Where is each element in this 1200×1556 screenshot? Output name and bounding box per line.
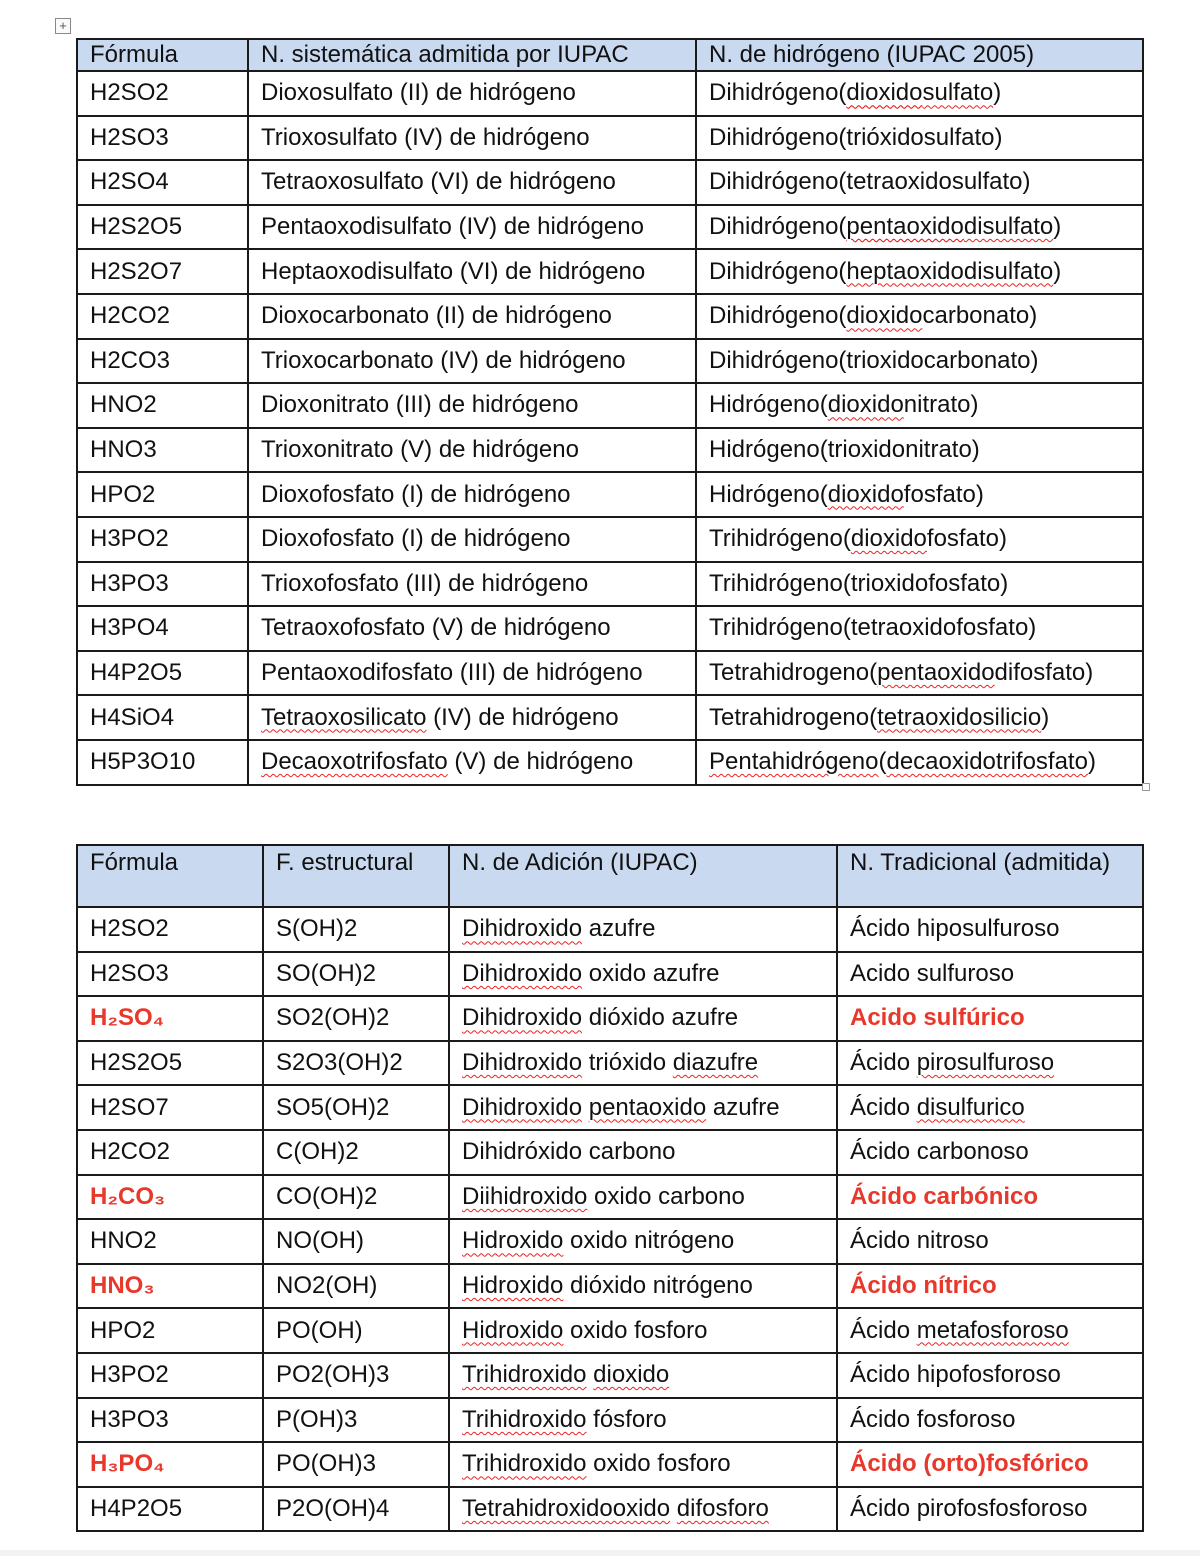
header-structural-formula: F. estructural: [263, 845, 449, 907]
formula-cell: H4SiO4: [77, 695, 248, 740]
formula-cell: H3PO3: [77, 1398, 263, 1443]
hydrogen-name-cell: Dihidrógeno(dioxidosulfato): [696, 71, 1143, 116]
table-row: [77, 1353, 1143, 1398]
spellcheck-underline: pentaoxido: [877, 659, 995, 687]
formula-cell: H3PO2: [77, 517, 248, 562]
hydrogen-name-cell: Pentahidrógeno(decaoxidotrifosfato): [696, 740, 1143, 785]
header-formula: Fórmula: [77, 39, 248, 71]
systematic-name-cell: Dioxofosfato (I) de hidrógeno: [248, 517, 696, 562]
formula-cell: H3PO2: [77, 1353, 263, 1398]
formula-cell: H2SO3: [77, 952, 263, 997]
structural-formula-cell: SO5(OH)2: [263, 1085, 449, 1130]
hydrogen-name-cell: Trihidrógeno(trioxidofosfato): [696, 562, 1143, 607]
formula-cell: H2SO2: [77, 907, 263, 952]
page-bottom-edge: [0, 1550, 1200, 1556]
move-cross-icon[interactable]: +: [55, 18, 71, 34]
spellcheck-underline: heptaoxidodisulfato: [846, 257, 1054, 285]
systematic-name-cell: Tetraoxofosfato (V) de hidrógeno: [248, 606, 696, 651]
traditional-name-cell: Acido sulfuroso: [837, 952, 1143, 997]
systematic-name-cell: Trioxosulfato (IV) de hidrógeno: [248, 116, 696, 161]
formula-cell: H4P2O5: [77, 651, 248, 696]
table-row: [77, 249, 1143, 294]
systematic-name-cell: Trioxofosfato (III) de hidrógeno: [248, 562, 696, 607]
traditional-name-cell: Ácido pirosulfuroso: [837, 1041, 1143, 1086]
hydrogen-name-cell: Tetrahidrogeno(tetraoxidosilicio): [696, 695, 1143, 740]
hydrogen-name-cell: Dihidrógeno(trióxidosulfato): [696, 116, 1143, 161]
table-row: [77, 606, 1143, 651]
table-row: [77, 740, 1143, 785]
spellcheck-underline: Decaoxotrifosfato: [261, 748, 448, 776]
table-row: [77, 1487, 1143, 1532]
structural-formula-cell: C(OH)2: [263, 1130, 449, 1175]
spellcheck-underline: Dihidroxido: [462, 1049, 583, 1077]
spellcheck-underline: metafosforoso: [916, 1316, 1069, 1344]
hydrogen-name-cell: Hidrógeno(trioxidonitrato): [696, 428, 1143, 473]
spellcheck-underline: Hidroxido: [462, 1272, 564, 1300]
systematic-name-cell: Dioxonitrato (III) de hidrógeno: [248, 383, 696, 428]
spellcheck-underline: Tetrahidroxidooxido: [462, 1495, 671, 1523]
spellcheck-underline: dioxidosulfato: [846, 79, 994, 107]
addition-names-table: [76, 844, 1144, 1532]
table-row: [77, 1130, 1143, 1175]
hydrogen-name-cell: Hidrógeno(dioxidofosfato): [696, 472, 1143, 517]
addition-name-cell: Dihidroxido trióxido diazufre: [449, 1041, 837, 1086]
spellcheck-underline: Hidroxido: [462, 1316, 564, 1344]
formula-cell: H2S2O5: [77, 1041, 263, 1086]
table-row: [77, 294, 1143, 339]
spellcheck-underline: pentaoxido: [588, 1093, 707, 1121]
addition-name-cell: Dihidroxido oxido azufre: [449, 952, 837, 997]
table-row: [77, 1442, 1143, 1487]
table-row: [77, 1041, 1143, 1086]
addition-name-cell: Trihidroxido fósforo: [449, 1398, 837, 1443]
traditional-name-cell: Ácido carbónico: [837, 1175, 1143, 1220]
table-row: [77, 472, 1143, 517]
spellcheck-underline: tetraoxidosilicio: [877, 703, 1042, 731]
addition-name-cell: Dihidroxido pentaoxido azufre: [449, 1085, 837, 1130]
systematic-name-cell: Heptaoxodisulfato (VI) de hidrógeno: [248, 249, 696, 294]
structural-formula-cell: S(OH)2: [263, 907, 449, 952]
systematic-name-cell: Pentaoxodifosfato (III) de hidrógeno: [248, 651, 696, 696]
table-row: [77, 1219, 1143, 1264]
table-row: [77, 1398, 1143, 1443]
spellcheck-underline: Dihidroxido: [462, 915, 583, 943]
table-row: [77, 71, 1143, 116]
systematic-name-cell: Dioxosulfato (II) de hidrógeno: [248, 71, 696, 116]
spellcheck-underline: Trihidroxido: [462, 1361, 587, 1389]
systematic-name-cell: Trioxonitrato (V) de hidrógeno: [248, 428, 696, 473]
table-row: [77, 907, 1143, 952]
systematic-name-cell: Pentaoxodisulfato (IV) de hidrógeno: [248, 205, 696, 250]
formula-cell: H2CO2: [77, 294, 248, 339]
traditional-name-cell: Ácido disulfurico: [837, 1085, 1143, 1130]
spellcheck-underline: disulfurico: [916, 1093, 1025, 1121]
addition-name-cell: Dihidroxido dióxido azufre: [449, 996, 837, 1041]
formula-cell: H₃PO₄: [77, 1442, 263, 1487]
structural-formula-cell: P2O(OH)4: [263, 1487, 449, 1532]
formula-cell: H2SO2: [77, 71, 248, 116]
systematic-name-cell: Trioxocarbonato (IV) de hidrógeno: [248, 339, 696, 384]
table-header-row: [77, 39, 1143, 71]
structural-formula-cell: PO(OH): [263, 1308, 449, 1353]
spellcheck-underline: pentaoxidodisulfato: [846, 213, 1054, 241]
traditional-name-cell: Ácido (orto)fosfórico: [837, 1442, 1143, 1487]
formula-cell: H₂CO₃: [77, 1175, 263, 1220]
spellcheck-underline: dioxido: [850, 525, 927, 553]
addition-name-cell: Hidroxido dióxido nitrógeno: [449, 1264, 837, 1309]
addition-name-cell: Hidroxido oxido nitrógeno: [449, 1219, 837, 1264]
structural-formula-cell: PO2(OH)3: [263, 1353, 449, 1398]
formula-cell: HNO₃: [77, 1264, 263, 1309]
formula-cell: H4P2O5: [77, 1487, 263, 1532]
table-row: [77, 1085, 1143, 1130]
table-row: [77, 562, 1143, 607]
table-row: [77, 160, 1143, 205]
table-row: [77, 695, 1143, 740]
structural-formula-cell: NO2(OH): [263, 1264, 449, 1309]
traditional-name-cell: Ácido pirofosfosforoso: [837, 1487, 1143, 1532]
structural-formula-cell: PO(OH)3: [263, 1442, 449, 1487]
spellcheck-underline: Dihidroxido: [462, 959, 583, 987]
formula-cell: H2S2O7: [77, 249, 248, 294]
spellcheck-underline: Pentahidrógeno: [709, 748, 879, 776]
structural-formula-cell: NO(OH): [263, 1219, 449, 1264]
iupac-names-table: [76, 38, 1144, 786]
table-row: [77, 1175, 1143, 1220]
table-row: [77, 428, 1143, 473]
formula-cell: HNO2: [77, 1219, 263, 1264]
formula-cell: H2S2O5: [77, 205, 248, 250]
formula-cell: H2SO3: [77, 116, 248, 161]
formula-cell: H2SO4: [77, 160, 248, 205]
hydrogen-name-cell: Dihidrógeno(trioxidocarbonato): [696, 339, 1143, 384]
structural-formula-cell: S2O3(OH)2: [263, 1041, 449, 1086]
addition-name-cell: Diihidroxido oxido carbono: [449, 1175, 837, 1220]
spellcheck-underline: dioxido: [593, 1361, 670, 1389]
formula-cell: HPO2: [77, 472, 248, 517]
spellcheck-underline: diazufre: [672, 1049, 759, 1077]
header-formula: Fórmula: [77, 845, 263, 907]
header-traditional-name: N. Tradicional (admitida): [837, 845, 1143, 907]
addition-name-cell: [449, 1487, 837, 1532]
hydrogen-name-cell: Hidrógeno(dioxidonitrato): [696, 383, 1143, 428]
structural-formula-cell: SO2(OH)2: [263, 996, 449, 1041]
formula-cell: H2CO3: [77, 339, 248, 384]
addition-name-cell: Hidroxido oxido fosforo: [449, 1308, 837, 1353]
spellcheck-underline: dioxido: [827, 480, 904, 508]
addition-name-cell: Trihidroxido oxido fosforo: [449, 1442, 837, 1487]
spellcheck-underline: Hidroxido: [462, 1227, 564, 1255]
structural-formula-cell: P(OH)3: [263, 1398, 449, 1443]
addition-name-cell: [449, 1353, 837, 1398]
addition-name-cell: Dihidroxido azufre: [449, 907, 837, 952]
structural-formula-cell: CO(OH)2: [263, 1175, 449, 1220]
table-row: [77, 651, 1143, 696]
header-hydrogen-name: N. de hidrógeno (IUPAC 2005): [696, 39, 1143, 71]
header-systematic-name: N. sistemática admitida por IUPAC: [248, 39, 696, 71]
traditional-name-cell: Ácido nítrico: [837, 1264, 1143, 1309]
formula-cell: H2CO2: [77, 1130, 263, 1175]
systematic-name-cell: Tetraoxosulfato (VI) de hidrógeno: [248, 160, 696, 205]
table-header-row: [77, 845, 1143, 907]
spellcheck-underline: pirosulfuroso: [916, 1049, 1055, 1077]
spellcheck-underline: decaoxidotrifosfato: [886, 748, 1088, 776]
spellcheck-underline: dioxido: [846, 302, 923, 330]
hydrogen-name-cell: Trihidrógeno(dioxidofosfato): [696, 517, 1143, 562]
traditional-name-cell: Ácido hipofosforoso: [837, 1353, 1143, 1398]
hydrogen-name-cell: Dihidrógeno(pentaoxidodisulfato): [696, 205, 1143, 250]
formula-cell: H3PO3: [77, 562, 248, 607]
formula-cell: H₂SO₄: [77, 996, 263, 1041]
table-row: [77, 1308, 1143, 1353]
formula-cell: HNO2: [77, 383, 248, 428]
table-row: [77, 517, 1143, 562]
traditional-name-cell: Ácido nitroso: [837, 1219, 1143, 1264]
spellcheck-underline: Diihidroxido: [462, 1182, 588, 1210]
spellcheck-underline: pentaoxido: [846, 213, 964, 241]
systematic-name-cell: Decaoxotrifosfato (V) de hidrógeno: [248, 740, 696, 785]
traditional-name-cell: Acido sulfúrico: [837, 996, 1143, 1041]
hydrogen-name-cell: Dihidrógeno(heptaoxidodisulfato): [696, 249, 1143, 294]
formula-cell: H5P3O10: [77, 740, 248, 785]
table-resize-handle[interactable]: [1142, 783, 1150, 791]
spellcheck-underline: Dihidroxido: [462, 1004, 583, 1032]
spellcheck-underline: difosforo: [676, 1495, 769, 1523]
hydrogen-name-cell: Trihidrógeno(tetraoxidofosfato): [696, 606, 1143, 651]
table-row: [77, 952, 1143, 997]
spellcheck-underline: dioxido: [827, 391, 904, 419]
formula-cell: H2SO7: [77, 1085, 263, 1130]
spellcheck-underline: Trihidroxido: [462, 1450, 587, 1478]
addition-name-cell: Dihidróxido carbono: [449, 1130, 837, 1175]
systematic-name-cell: Tetraoxosilicato (IV) de hidrógeno: [248, 695, 696, 740]
table-row: [77, 339, 1143, 384]
structural-formula-cell: SO(OH)2: [263, 952, 449, 997]
systematic-name-cell: Dioxofosfato (I) de hidrógeno: [248, 472, 696, 517]
traditional-name-cell: Ácido metafosforoso: [837, 1308, 1143, 1353]
hydrogen-name-cell: Dihidrógeno(dioxidocarbonato): [696, 294, 1143, 339]
table-row: [77, 996, 1143, 1041]
spellcheck-underline: Dihidroxido: [462, 1093, 583, 1121]
systematic-name-cell: Dioxocarbonato (II) de hidrógeno: [248, 294, 696, 339]
formula-cell: H3PO4: [77, 606, 248, 651]
traditional-name-cell: Ácido fosforoso: [837, 1398, 1143, 1443]
hydrogen-name-cell: Tetrahidrogeno(pentaoxidodifosfato): [696, 651, 1143, 696]
table-row: [77, 205, 1143, 250]
table-row: [77, 116, 1143, 161]
hydrogen-name-cell: Dihidrógeno(tetraoxidosulfato): [696, 160, 1143, 205]
traditional-name-cell: Ácido hiposulfuroso: [837, 907, 1143, 952]
traditional-name-cell: Ácido carbonoso: [837, 1130, 1143, 1175]
spellcheck-underline: Tetraoxosilicato: [261, 703, 427, 731]
formula-cell: HPO2: [77, 1308, 263, 1353]
spellcheck-underline: Trihidroxido: [462, 1405, 587, 1433]
spellcheck-underline: dioxido: [846, 79, 923, 107]
header-addition-name: N. de Adición (IUPAC): [449, 845, 837, 907]
table-row: [77, 1264, 1143, 1309]
table-row: [77, 383, 1143, 428]
formula-cell: HNO3: [77, 428, 248, 473]
